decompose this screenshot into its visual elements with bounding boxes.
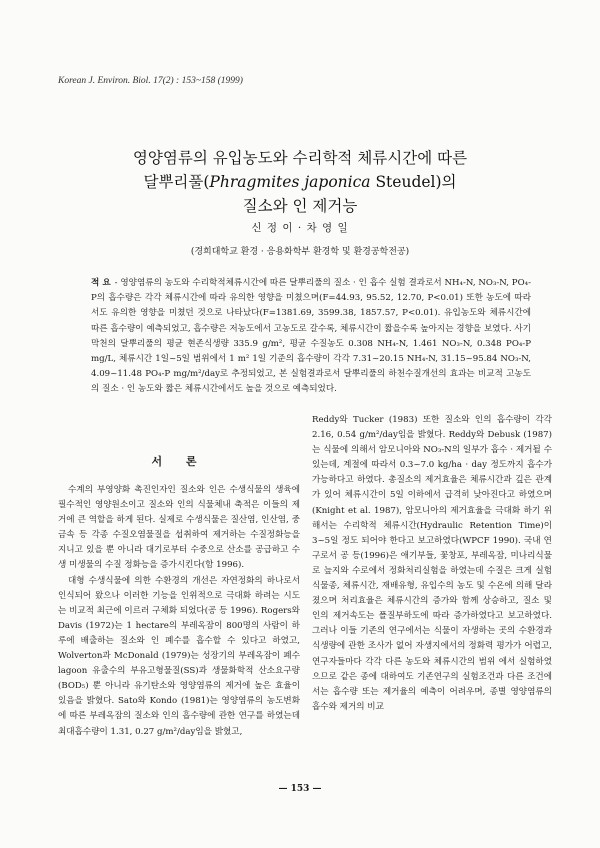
section-heading-introduction: 서 론 [151,455,207,468]
body-paragraph: 수계의 부영양화 촉진인자인 질소와 인은 수생식물의 생육에 필수적인 영양원소이고 질소와 인의 식물체내 축적은 이들의 제거에 큰 역할을 하게 된다. 실제로 수생식물은 질산염, 인산염, 중금속 등 각종 수질오염물질을 섭취하여 제거하는 수질정화능을 지니고 있을 뿐 아니라 대기로부터 수중으로 산소를 공급하고 수생 미생물의 수질 정화능을 증가시킨다(함 1996). [58,485,300,571]
title-line-2 [0,170,600,194]
authors: 신 정 이 · 차 영 일 [251,222,349,234]
journal-citation: Korean J. Environ. Biol. 17(2) : 153~158 (1999) [58,76,243,86]
right-column [312,413,552,715]
body-paragraph: 대형 수생식물에 의한 수환경의 개선은 자연정화의 하나로서 인식되어 왔으나 이러한 기능을 인위적으로 극대화 하려는 시도는 비교적 최근에 이르러 구체화 되었다(공 등 1996). Rogers와 Davis (1972)는 1 hectare의 부레옥잠이 800명의 사람이 하루에 배출하는 질소와 인 폐수를 흡수할 수 있다고 하였고, Wolverton과 McDonald (1979)는 성장기의 부레옥잠이 폐수 lagoon 유출수의 부유고형물질(SS)과 생물화학적 산소요구량(BOD₅) 뿐 아니라 유기탄소와 영양염류의 제거에 높은 효율이 있음을 밝혔다. Sato와 Kondo (1981)는 영양염류의 농도변화에 따른 부레옥잠의 질소와 인의 흡수량에 관한 연구를 하였는데 최대흡수량이 1.31, 0.27 g/m²/day임을 밝혔고, [58,575,300,737]
abstract-label: 적 요 [91,278,111,288]
species-name: Phragmites japonica [209,173,371,191]
left-column [58,483,300,740]
body-paragraph: Reddy와 Tucker (1983) 또한 질소와 인의 흡수량이 각각 2.16, 0.54 g/m²/day임을 밝혔다. Reddy와 Debusk (1987)는 식물에 의해서 암모니아와 NO₃-N의 일부가 흡수 · 제거될 수 있는데, 계절에 따라서 0.3~7.0 kg/ha · day 정도까지 흡수가 가능하다고 하였다. 총질소의 제거효율은 체류시간과 깊은 관계가 있어 체류시간이 5일 이하에서 급격히 낮아진다고 하였으며 (Knight et al. 1987), 암모니아의 제거효율을 극대화 하기 위해서는 수리학적 체류시간(Hydraulic Retention Time)이 3~5일 정도 되어야 한다고 보고하였다(WPCF 1990). 국내 연구로서 공 등(1996)은 애기부들, 꽃창포, 부레옥잠, 미나리식물로 늪지와 수로에서 정화처리실험을 하였는데 수질은 크게 실험 식물종, 체류시간, 재배유형, 유입수의 농도 및 수온에 의해 달라졌으며 처리효율은 체류시간의 증가와 함께 상승하고, 질소 및 인의 제거속도는 폴질부하도에 따라 증가하였다고 보고하였다. 그러나 이들 기존의 연구에서는 식물이 자생하는 곳의 수환경과 식생량에 관한 조사가 없어 자생지에서의 정화력 평가가 어렵고, 연구자들마다 각각 다른 농도와 체류시간의 범위 에서 실험하였으므로 같은 종에 대하여도 기존연구의 실험조건과 다른 조건에서는 흡수량 또는 제거율의 예측이 어려우며, 종별 영양염류의 흡수와 제거의 비교 [312,415,552,712]
page-number: — 153 — [278,784,322,794]
abstract [91,276,531,398]
title-line-1: 영양염류의 유입농도와 수리학적 체류시간에 따른 [132,149,468,167]
title-line-3: 질소와 인 제거능 [242,197,358,215]
title-line-2-post: Steudel)의 [370,173,457,191]
abstract-text: - 영양염류의 농도와 수리학적체류시간에 따른 달뿌리풀의 질소 · 인 흡수 실험 결과로서 NH₄-N, NO₃-N, PO₄-P의 흡수량은 각각 체류시간에 따라 유의한 영향을 미쳤으며(F=44.93, 95.52, 12.70, P<0.01) 또한 농도에 따라서도 유의한 영향을 미쳤던 것으로 나타났다(F=1381.69, 3599.38, 1857.57, P<0.01). 유입농도와 체류시간에 따른 흡수량이 예측되었고, 흡수량은 저농도에서 고농도로 갈수록, 체류시간이 짧을수록 높아지는 경향을 보였다. 사기막천의 달뿌리풀의 평균 현존식생량 335.9 g/m², 평균 수질농도 0.308 NH₄-N, 1.461 NO₃-N, 0.348 PO₄-P mg/L, 체류시간 1일~5일 범위에서 1 m² 1일 기준의 흡수량이 각각 7.31~20.15 NH₄-N, 31.15~95.84 NO₃-N, 4.09~11.48 PO₄-P mg/m²/day로 추정되었고, 본 실험결과로서 달뿌리풀의 하천수질개선의 효과는 비교적 고농도의 질소 · 인 농도와 짧은 체류시간에서도 높을 것으로 예측되었다. [91,278,531,395]
title-line-2-pre: 달뿌리풀( [143,173,210,191]
affiliation: (경희대학교 환경 · 응용화학부 환경학 및 환경공학전공) [190,247,410,257]
article-title [0,146,600,218]
